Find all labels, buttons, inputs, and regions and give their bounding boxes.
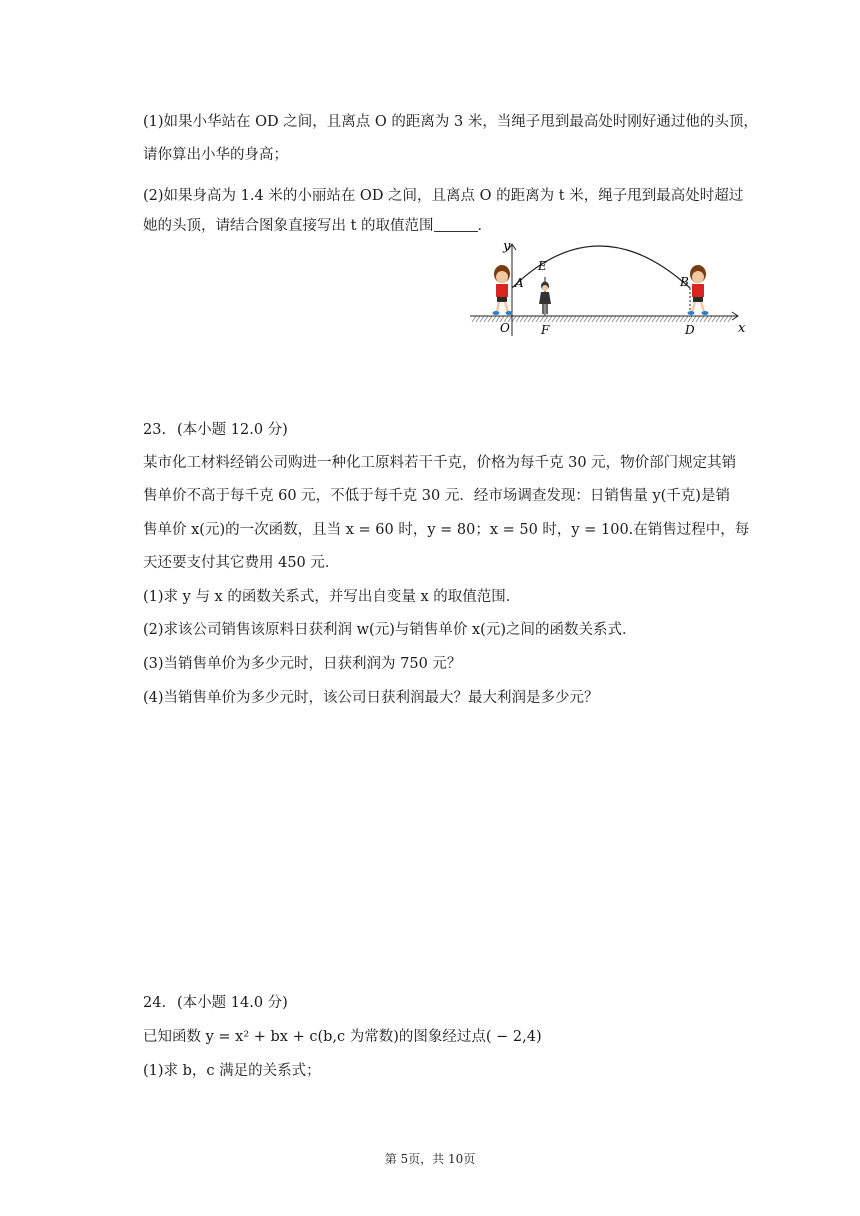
ground-hatch-mark [632, 316, 636, 322]
ground-hatch-mark [660, 316, 664, 322]
q22-part1-line2: 请你算出小华的身高； [143, 147, 288, 163]
q24-number: 24. [143, 995, 167, 1011]
ground-hatch-mark [708, 316, 712, 322]
q23-part-4: (4)当销售单价为多少元时，该公司日获利润最大？最大利润是多少元？ [143, 690, 599, 706]
ground-hatch-mark [668, 316, 672, 322]
ground-hatch-mark [596, 316, 600, 322]
ground-hatch-mark [488, 316, 492, 322]
ground-hatch-mark [688, 316, 692, 322]
ground-hatch-mark [608, 316, 612, 322]
ground-hatch-mark [544, 316, 548, 322]
ground-hatch-mark [728, 316, 732, 322]
ground-hatch-mark [492, 316, 496, 322]
ground-hatch-mark [664, 316, 668, 322]
ground-hatch-mark [680, 316, 684, 322]
ground-hatch-mark [692, 316, 696, 322]
ground-hatch-mark [588, 316, 592, 322]
q23-part-1: (1)求 y 与 x 的函数关系式，并写出自变量 x 的取值范围． [143, 589, 521, 605]
q24-part-1: (1)求 b，c 满足的关系式； [143, 1063, 321, 1079]
ground-hatch-mark [484, 316, 488, 322]
ground-hatch-mark [572, 316, 576, 322]
q23-line-2: 售单价不高于每千克 60 元，不低于每千克 30 元．经市场调查发现：日销售量 y(千克)是销 [143, 488, 730, 504]
ground-hatch-mark [628, 316, 632, 322]
point-label-a: A [515, 276, 524, 290]
q22-part2-line2-text: 她的头顶，请结合图象直接写出 t 的取值范围 [143, 218, 434, 234]
q22-part2-line2 [143, 216, 492, 236]
q24-line-1: 已知函数 y = x² + bx + c(b,c 为常数)的图象经过点( − 2,4) [143, 1029, 542, 1045]
ground-hatch-mark [696, 316, 700, 322]
q22-part2-line1: (2)如果身高为 1.4 米的小丽站在 OD 之间，且离点 O 的距离为 t 米，绳子甩到最高处时超过 [143, 188, 744, 204]
answer-blank [434, 217, 478, 232]
ground-hatch-mark [636, 316, 640, 322]
ground-hatch-mark [620, 316, 624, 322]
point-label-d: D [685, 323, 695, 337]
ground-hatch-mark [684, 316, 688, 322]
point-label-f: F [541, 323, 550, 337]
ground-hatch-mark [568, 316, 572, 322]
ground-hatch-mark [560, 316, 564, 322]
q23-score: (本小题 12.0 分) [177, 422, 288, 438]
ground-hatch-mark [520, 316, 524, 322]
point-label-b: B [680, 275, 689, 289]
q23-number: 23. [143, 422, 167, 438]
rope-parabola-figure [470, 240, 760, 340]
ground-hatch-mark [524, 316, 528, 322]
q24-header [143, 993, 288, 1013]
ground-hatch-mark [676, 316, 680, 322]
ground-hatch-mark [480, 316, 484, 322]
ground-hatch-mark [724, 316, 728, 322]
ground-hatch-mark [600, 316, 604, 322]
ground-hatch-mark [624, 316, 628, 322]
ground-hatch-mark [576, 316, 580, 322]
q23-part-2: (2)求该公司销售该原料日获利润 w(元)与销售单价 x(元)之间的函数关系式． [143, 622, 637, 638]
point-label-e: E [538, 259, 547, 273]
ground-hatch-mark [592, 316, 596, 322]
ground-hatch-mark [604, 316, 608, 322]
ground-hatch-mark [612, 316, 616, 322]
q23-part-3: (3)当销售单价为多少元时，日获利润为 750 元？ [143, 656, 462, 672]
ground-hatch-mark [540, 316, 544, 322]
ground-hatch-mark [536, 316, 540, 322]
q22-part1-line1: (1)如果小华站在 OD 之间，且离点 O 的距离为 3 米，当绳子甩到最高处时刚好通过他的头顶， [143, 114, 758, 130]
ground-hatch-mark [720, 316, 724, 322]
ground-hatch-mark [700, 316, 704, 322]
q23-line-1: 某市化工材料经销公司购进一种化工原料若干千克，价格为每千克 30 元，物价部门规定其销 [143, 455, 737, 471]
ground-hatch-mark [716, 316, 720, 322]
boy-right-figure [688, 265, 709, 315]
ground-hatch-mark [652, 316, 656, 322]
ground-hatch-mark [712, 316, 716, 322]
ground-hatch-mark [548, 316, 552, 322]
ground-hatch-mark [584, 316, 588, 322]
page-footer: 第 5页，共 10页 [384, 1152, 476, 1166]
ground-hatch-mark [532, 316, 536, 322]
boy-left-figure [493, 265, 513, 315]
q22-part2-line2-suffix: ． [477, 218, 493, 234]
ground-hatch-mark [512, 316, 516, 322]
ground-hatch-mark [580, 316, 584, 322]
ground-hatch-mark [552, 316, 556, 322]
ground-hatch-mark [644, 316, 648, 322]
ground-hatch-mark [556, 316, 560, 322]
q23-line-4: 天还要支付其它费用 450 元． [143, 555, 340, 571]
x-axis-label: x [738, 321, 746, 336]
q23-line-3: 售单价 x(元)的一次函数，且当 x = 60 时，y = 80；x = 50 时，y = 100.在销售过程中，每 [143, 522, 750, 538]
ground-hatch-mark [472, 316, 476, 322]
ground-hatch-mark [672, 316, 676, 322]
ground-hatch-mark [656, 316, 660, 322]
ground-hatch-mark [528, 316, 532, 322]
point-label-o: O [500, 321, 510, 335]
ground-hatch-mark [564, 316, 568, 322]
ground-hatch-mark [704, 316, 708, 322]
ground-hatch-mark [516, 316, 520, 322]
ground-hatch-mark [476, 316, 480, 322]
ground-hatch-mark [648, 316, 652, 322]
y-axis-label: y [503, 240, 511, 254]
q24-score: (本小题 14.0 分) [177, 995, 288, 1011]
q23-header [143, 420, 288, 440]
ground-hatch-mark [640, 316, 644, 322]
ground-hatch-mark [616, 316, 620, 322]
